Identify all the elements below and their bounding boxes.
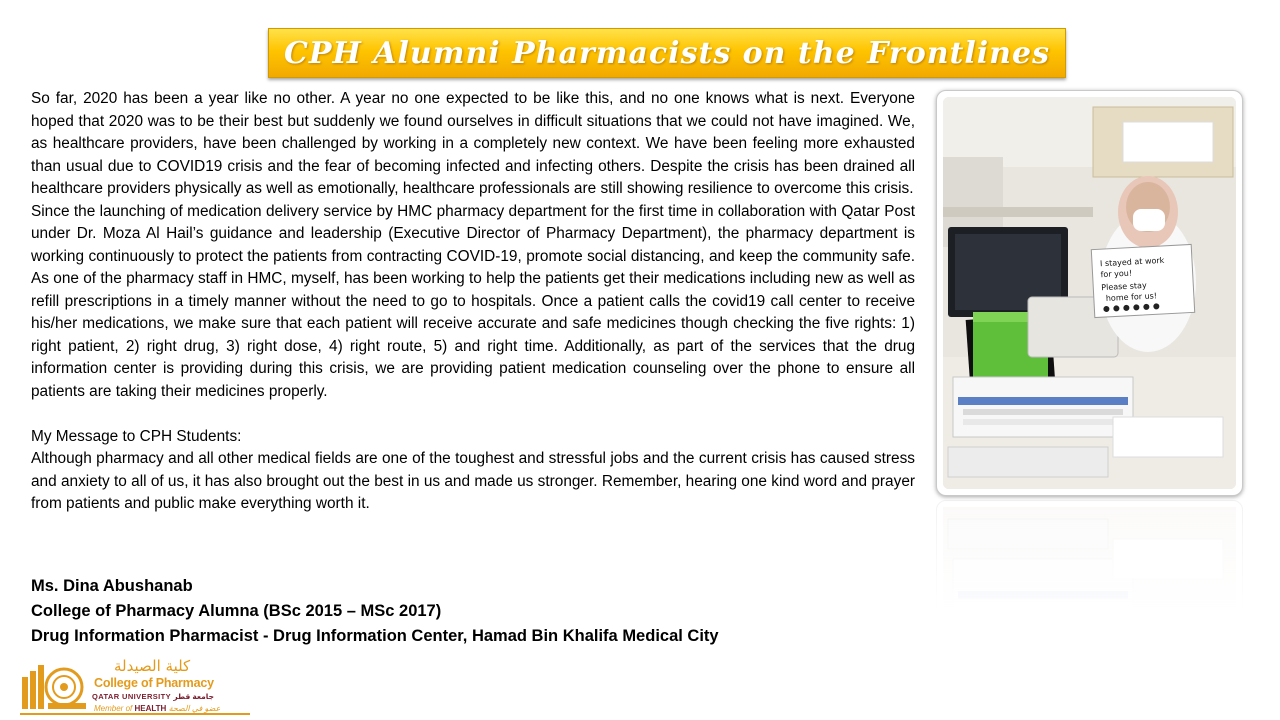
photo-illustration	[943, 97, 1236, 489]
photo-reflection	[936, 500, 1243, 610]
college-logo	[20, 657, 250, 717]
logo-member-health: HEALTH	[134, 704, 167, 713]
logo-college-text: College of Pharmacy	[94, 676, 214, 690]
sign-text: for you!	[1100, 268, 1133, 280]
author-degree: College of Pharmacy Alumna (BSc 2015 – MSc 2017)	[31, 602, 442, 620]
sign-text: I stayed at work	[1099, 255, 1165, 269]
pharmacist-photo	[936, 90, 1243, 496]
sign-text: home for us!	[1105, 291, 1158, 303]
college-emblem-icon	[22, 659, 88, 711]
article-paragraph: Since the launching of medication delivery service by HMC pharmacy department for the first time in collaboration with Qatar Post under Dr. Moza Al Hail’s guidance and leadership (Executive Director of Pharmacy Department), the pharmacy department is working continuously to protect the patients from contracting COVID-19, promote social distancing, and keep the community safe. As one of the pharmacy staff in HMC, myself, has been working to help the patients get their medications including new as well as refill prescriptions in a timely manner without the need to go to hospitals. Once a patient calls the covid19 call center to receive his/her medications, we make sure that each patient will receive accurate and safe medicines though checking the five rights: 1) right patient, 2) right drug, 3) right dose, 4) right route, 5) and right time. Additionally, as part of the services that the drug information center is providing during this crisis, we are providing patient medication counseling over the phone to ensure all patients are taking their medicines properly.	[31, 202, 915, 400]
logo-member-prefix: Member of	[94, 704, 133, 713]
sign-text: Please stay	[1101, 280, 1147, 293]
article-body	[31, 88, 915, 516]
signature-block	[31, 574, 931, 649]
title-banner	[268, 28, 1066, 78]
paragraph-gap	[31, 403, 915, 426]
reflection-image	[936, 500, 1243, 610]
author-position: Drug Information Pharmacist - Drug Information Center, Hamad Bin Khalifa Medical City	[31, 627, 719, 645]
reflection-illustration	[943, 507, 1236, 610]
article-paragraph: Although pharmacy and all other medical fields are one of the toughest and stressful jobs and the current crisis has caused stress and anxiety to all of us, it has also brought out the best in us and made us stronger. Remember, hearing one kind word and prayer from patients and public make everything worth it.	[31, 450, 915, 512]
logo-arabic-text: كلية الصيدلة	[114, 657, 191, 675]
logo-member-line	[94, 704, 220, 713]
message-heading: My Message to CPH Students:	[31, 427, 242, 445]
author-name: Ms. Dina Abushanab	[31, 577, 193, 595]
article-paragraph: So far, 2020 has been a year like no other. A year no one expected to be like this, and no one knows what is next. Everyone hoped that 2020 was to be their best but suddenly we found ourselves in difficult situations that we could not have imagined. We, as healthcare providers, have been challenged by working in a completely new context. We have been feeling more exhausted than usual due to COVID19 crisis and the fear of becoming infected and infecting others. Despite the crisis has been drained all healthcare providers physically as well as emotionally, healthcare professionals are still showing resilience to overcome this crisis.	[31, 90, 915, 197]
logo-university-text: QATAR UNIVERSITY جامعة قطر	[92, 692, 215, 701]
logo-member-arabic: عضو في الصحة	[168, 704, 221, 713]
page-title: CPH Alumni Pharmacists on the Frontlines	[284, 35, 1050, 71]
logo-divider	[20, 713, 250, 715]
